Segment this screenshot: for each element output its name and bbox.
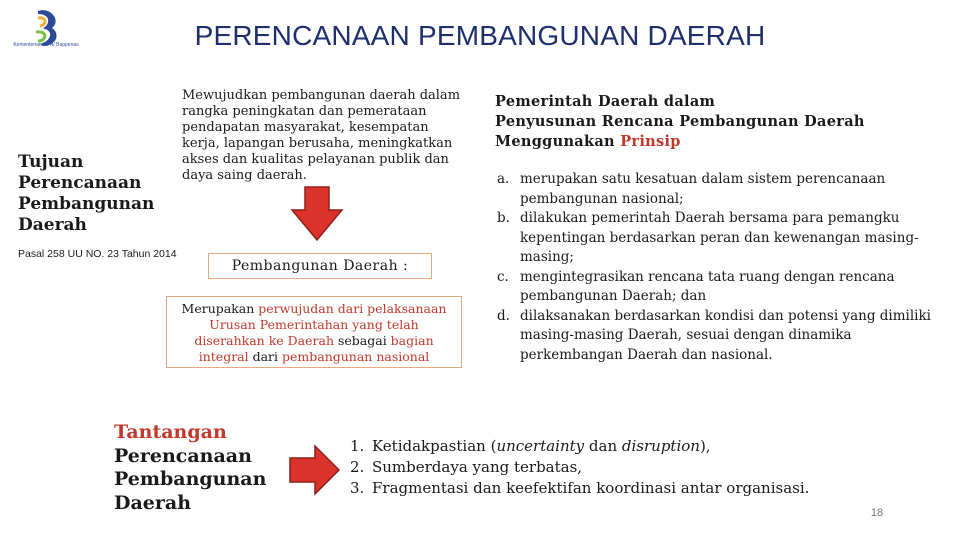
list-number: 3. (350, 479, 365, 497)
list-item-text: dan (584, 437, 622, 455)
list-item-text: dilakukan pemerintah Daerah bersama para pemangku kepentingan berdasarkan peran dan kewenangan masing-masing; (520, 210, 919, 265)
list-item (495, 209, 940, 268)
tujuan-label-line: Perencanaan (18, 173, 142, 193)
pasal-reference: Pasal 258 UU NO. 23 Tahun 2014 (18, 248, 177, 260)
page-title: PERENCANAAN PEMBANGUNAN DAERAH (194, 20, 766, 51)
prinsip-title-highlight: Prinsip (620, 133, 681, 150)
list-number: 2. (350, 458, 365, 476)
list-item-italic: uncertainty (496, 437, 585, 455)
list-item (495, 268, 940, 307)
pembangunan-daerah-heading: Pembangunan Daerah : (208, 253, 432, 279)
tantangan-label-line: Pembangunan (114, 468, 267, 490)
list-item-text: mengintegrasikan rencana tata ruang dengan rencana pembangunan Daerah; dan (520, 268, 895, 304)
list-item (495, 170, 940, 209)
tujuan-label-line: Tujuan (18, 152, 84, 172)
logo-caption: Kementerian PPN/ Bappenas (13, 42, 79, 48)
list-item (350, 457, 840, 478)
tantangan-label (114, 421, 294, 515)
list-item (350, 436, 840, 457)
list-item (350, 478, 840, 499)
definition-part-highlight: pembangunan nasional (282, 349, 430, 364)
list-item-text: Ketidakpastian ( (372, 437, 497, 455)
list-marker: b. (497, 210, 510, 226)
arrow-down-icon (290, 186, 344, 242)
list-item-text: Fragmentasi dan keefektifan koordinasi antar organisasi. (372, 479, 810, 497)
arrow-right-icon (289, 444, 341, 496)
tantangan-label-line: Daerah (114, 491, 192, 514)
prinsip-title (495, 92, 895, 152)
list-marker: d. (497, 307, 510, 324)
prinsip-title-line: Penyusunan Rencana Pembangunan Daerah (495, 113, 865, 130)
definition-part: Merupakan (181, 301, 259, 316)
list-marker: c. (497, 268, 509, 285)
list-marker: a. (497, 171, 510, 187)
list-item-italic: disruption (621, 437, 700, 455)
definition-part-highlight: bagian integral (198, 333, 434, 364)
list-item-text: Sumberdaya yang terbatas, (372, 458, 583, 476)
tujuan-text: Mewujudkan pembangunan daerah dalam rangka peningkatan dan pemerataan pendapatan masyarakat, kesempatan kerja, lapangan berusaha, meningkatkan akses dan kualitas pelayanan publik dan daya saing daerah. (182, 88, 461, 183)
prinsip-list (495, 170, 940, 365)
list-item-text: ), (699, 437, 711, 455)
definition-part-highlight: perwujudan dari pelaksanaan Urusan Pemerintahan yang telah diserahkan ke Daerah (194, 301, 447, 348)
list-item-text: dilaksanakan berdasarkan kondisi dan potensi yang dimiliki masing-masing Daerah, sesuai dengan dinamika perkembangan Daerah dan nasional. (520, 307, 931, 363)
list-number: 1. (350, 437, 365, 455)
definition-part: sebagai (334, 333, 391, 348)
definition-part: dari (248, 349, 282, 364)
page-number: 18 (870, 507, 884, 519)
list-item-text: merupakan satu kesatuan dalam sistem perencanaan pembangunan nasional; (520, 171, 886, 207)
tantangan-list (350, 436, 840, 499)
pembangunan-daerah-definition (166, 296, 462, 368)
list-item (495, 307, 940, 366)
tujuan-label-line: Pembangunan (18, 194, 155, 214)
tantangan-label-first: Tantangan (114, 421, 227, 443)
tujuan-label-line: Daerah (18, 215, 87, 235)
prinsip-title-prefix: Menggunakan (495, 133, 621, 150)
tujuan-label (18, 152, 178, 236)
tantangan-label-line: Perencanaan (114, 444, 252, 467)
prinsip-title-line: Pemerintah Daerah dalam (495, 93, 716, 110)
